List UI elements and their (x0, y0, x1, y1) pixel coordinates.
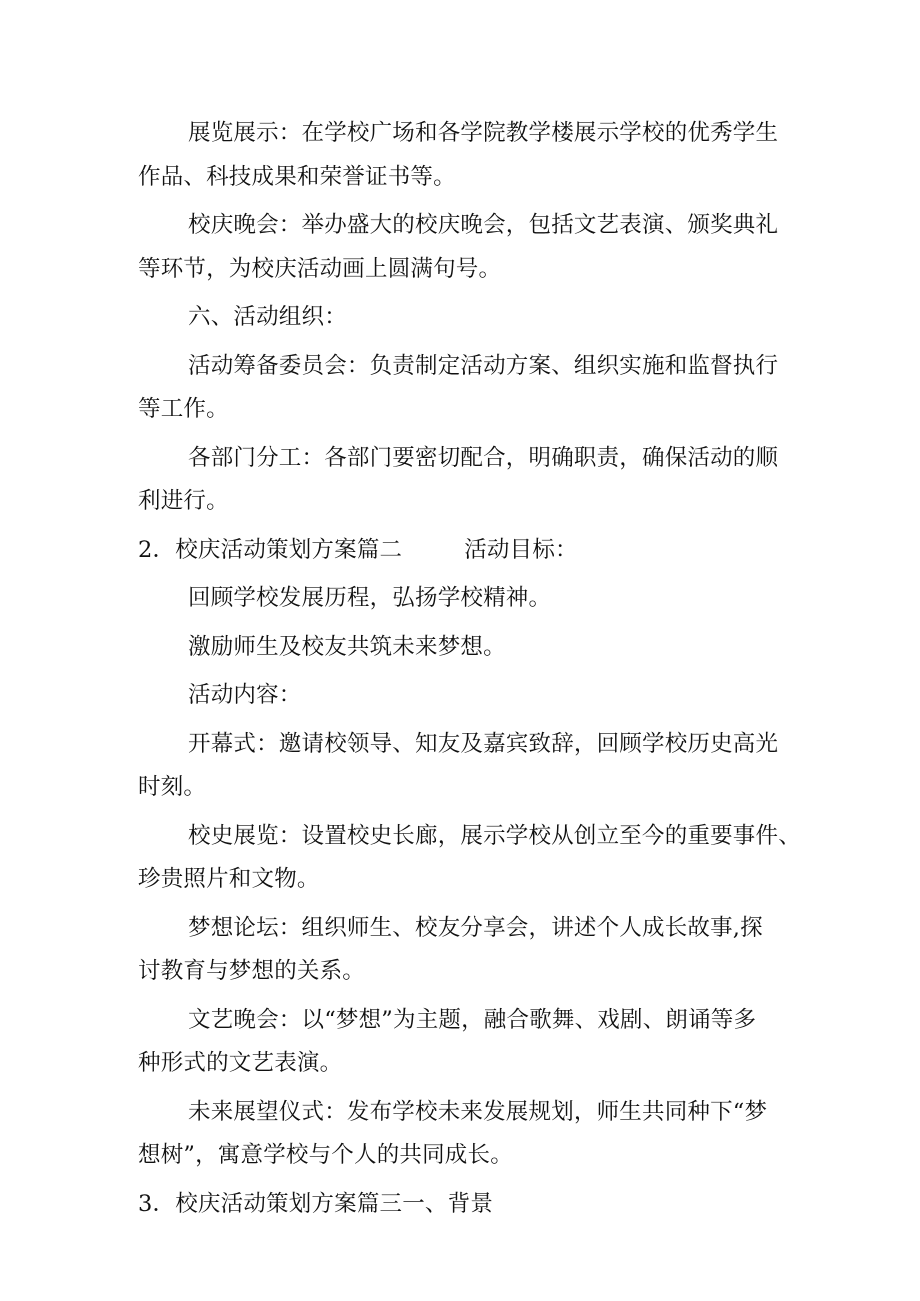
text-line: 等环节，为校庆活动画上圆满句号。 (138, 255, 502, 282)
paragraph-organization-heading (138, 296, 790, 340)
paragraph-goal-2 (138, 626, 790, 670)
text-line: 校庆晚会：举办盛大的校庆晚会，包括文艺表演、颁奖典礼 (188, 212, 779, 238)
paragraph-goal-1 (138, 577, 790, 621)
text-line: 种形式的文艺表演。 (138, 1050, 343, 1076)
text-line: 文艺晚会：以“梦想”为主题，融合歌舞、戏剧、朗诵等多 (188, 1006, 757, 1033)
text-line: 梦想论坛：组织师生、校友分享会，讲述个人成长故事,探 (188, 914, 763, 941)
paragraph-forum (138, 907, 790, 994)
text-line: 等工作。 (138, 396, 229, 422)
document-body (138, 112, 801, 1226)
text-line: 想树”，寓意学校与个人的共同成长。 (138, 1142, 513, 1168)
paragraph-exhibition (138, 112, 790, 199)
paragraph-gala (138, 204, 790, 291)
text-line: 未来展望仪式：发布学校未来发展规划，师生共同种下“梦 (188, 1098, 768, 1125)
text-line: 校史展览：设置校史长廊，展示学校从创立至今的重要事件、 (188, 822, 801, 849)
section-3-heading: 3．校庆活动策划方案篇三一、背景 (138, 1190, 494, 1217)
text-line: 激励师生及校友共筑未来梦想。 (188, 633, 506, 660)
paragraph-departments (138, 437, 790, 524)
text-line: 作品、科技成果和荣誉证书等。 (138, 163, 456, 190)
text-line: 讨教育与梦想的关系。 (138, 958, 366, 984)
section-heading: 活动内容： (188, 682, 302, 708)
text-line: 利进行。 (138, 488, 229, 514)
text-line: 各部门分工：各部门要密切配合，明确职责，确保活动的顺 (188, 444, 779, 471)
paragraph-opening (138, 723, 790, 810)
section-2-subtitle: 活动目标： (464, 536, 578, 563)
paragraph-future-ceremony (138, 1091, 790, 1178)
text-line: 展览展示：在学校广场和各学院教学楼展示学校的优秀学生 (188, 120, 779, 146)
text-line: 回顾学校发展历程，弘扬学校精神。 (188, 585, 552, 611)
paragraph-art-gala (138, 999, 790, 1086)
section-heading: 六、活动组织： (188, 304, 347, 330)
text-line: 活动筹备委员会：负责制定活动方案、组织实施和监督执行 (188, 352, 779, 379)
paragraph-history-exhibit (138, 815, 801, 902)
paragraph-committee (138, 345, 790, 432)
text-line: 珍贵照片和文物。 (138, 866, 320, 892)
section-2-title: 2．校庆活动策划方案篇二 (138, 536, 403, 563)
section-2-heading (138, 529, 790, 573)
text-line: 开幕式：邀请校领导、知友及嘉宾致辞，回顾学校历史高光 (188, 730, 779, 757)
text-line: 时刻。 (138, 774, 207, 800)
paragraph-content-heading (138, 674, 790, 718)
